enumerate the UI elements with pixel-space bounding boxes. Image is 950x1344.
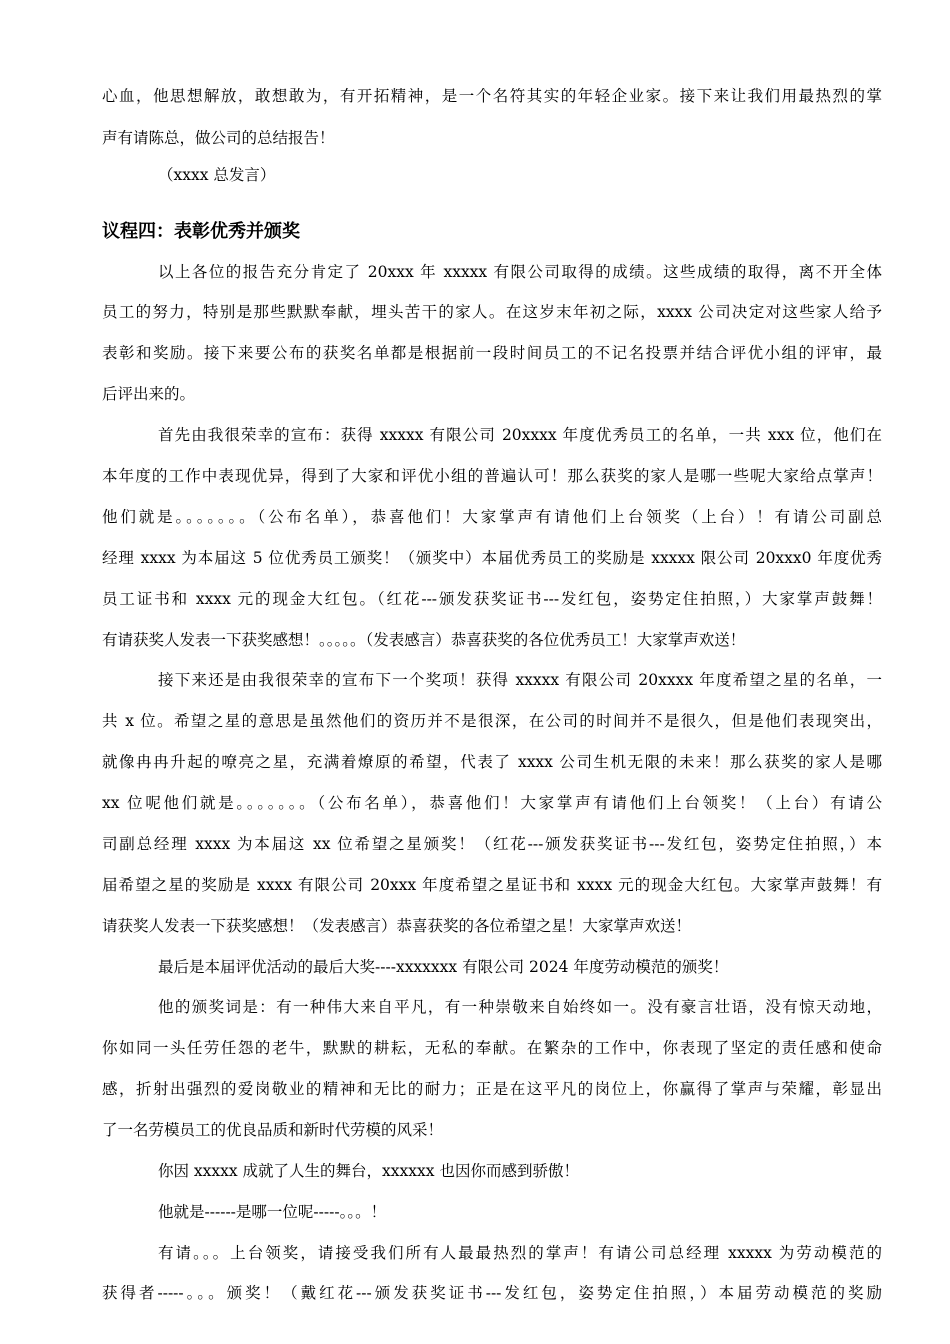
paragraph-line: 员工证书和 xxxx 元的现金大红包。（红花---颁发获奖证书---发红包，姿势定住拍照，）大家掌声鼓舞！ bbox=[102, 590, 882, 608]
paragraph-line: 就像冉冉升起的嘹亮之星，充满着燎原的希望，代表了 xxxx 公司生机无限的未来！那么获奖的家人是哪 bbox=[102, 753, 882, 771]
paragraph-line: 本年度的工作中表现优异，得到了大家和评优小组的普遍认可！那么获奖的家人是哪一些呢大家给点掌声！ bbox=[102, 467, 882, 485]
paragraph-line: 员工的努力，特别是那些默默奉献，埋头苦干的家人。在这岁末年初之际，xxxx 公司决定对这些家人给予 bbox=[102, 303, 882, 321]
paragraph-line: 了一名劳模员工的优良品质和新时代劳模的风采！ bbox=[102, 1121, 444, 1139]
paragraph-line: 获得者-----。。。颁奖！（戴红花---颁发获奖证书---发红包，姿势定住拍照，）本届劳动模范的奖励 bbox=[102, 1284, 882, 1302]
paragraph-line: 有请获奖人发表一下获奖感想！。。。。。（发表感言）恭喜获奖的各位优秀员工！大家掌声欢送！ bbox=[102, 631, 746, 649]
paragraph-line: 经理 xxxx 为本届这 5 位优秀员工颁奖！（颁奖中）本届优秀员工的奖励是 xxxxx 限公司 20xxx0 年度优秀 bbox=[102, 549, 882, 567]
paragraph-line: 请获奖人发表一下获奖感想！（发表感言）恭喜获奖的各位希望之星！大家掌声欢送！ bbox=[102, 917, 692, 935]
paragraph-line: 司副总经理 xxxx 为本届这 xx 位希望之星颁奖！（红花---颁发获奖证书---发红包，姿势定住拍照，）本 bbox=[102, 835, 882, 853]
paragraph-line: 有请。。。上台领奖，请接受我们所有人最最热烈的掌声！有请公司总经理 xxxxx 为劳动模范的 bbox=[158, 1244, 882, 1262]
speech-note: （xxxx 总发言） bbox=[158, 166, 276, 184]
paragraph-line: 声有请陈总，做公司的总结报告！ bbox=[102, 129, 335, 147]
paragraph-line: 他就是------是哪一位呢-----。。。！ bbox=[158, 1203, 387, 1221]
paragraph-line: 届希望之星的奖励是 xxxx 有限公司 20xxx 年度希望之星证书和 xxxx 元的现金大红包。大家掌声鼓舞！有 bbox=[102, 876, 882, 894]
paragraph-line: 你因 xxxxx 成就了人生的舞台，xxxxxx 也因你而感到骄傲！ bbox=[158, 1162, 579, 1180]
paragraph-line: xx 位呢他们就是。。。。。。。（公布名单），恭喜他们！大家掌声有请他们上台领奖！（上台）有请公 bbox=[102, 794, 882, 812]
paragraph-line: 接下来还是由我很荣幸的宣布下一个奖项！获得 xxxxx 有限公司 20xxxx 年度希望之星的名单，一 bbox=[158, 671, 882, 689]
paragraph-line: 后评出来的。 bbox=[102, 385, 196, 403]
paragraph-line: 感，折射出强烈的爱岗敬业的精神和无比的耐力；正是在这平凡的岗位上，你赢得了掌声与荣耀，彰显出 bbox=[102, 1080, 882, 1098]
paragraph-line: 你如同一头任劳任怨的老牛，默默的耕耘，无私的奉献。在繁杂的工作中，你表现了坚定的责任感和使命 bbox=[102, 1039, 882, 1057]
paragraph-line: 他们就是。。。。。。。（公布名单），恭喜他们！大家掌声有请他们上台领奖（上台）！有请公司副总 bbox=[102, 508, 882, 526]
section-heading: 议程四：表彰优秀并颁奖 bbox=[102, 221, 300, 242]
paragraph-line: 最后是本届评优活动的最后大奖----xxxxxxx 有限公司 2024 年度劳动模范的颁奖！ bbox=[158, 958, 729, 976]
paragraph-line: 首先由我很荣幸的宣布：获得 xxxxx 有限公司 20xxxx 年度优秀员工的名单，一共 xxx 位，他们在 bbox=[158, 426, 882, 444]
paragraph-line: 以上各位的报告充分肯定了 20xxx 年 xxxxx 有限公司取得的成绩。这些成绩的取得，离不开全体 bbox=[158, 263, 882, 281]
paragraph-line: 心血，他思想解放，敢想敢为，有开拓精神，是一个名符其实的年轻企业家。接下来让我们用最热烈的掌 bbox=[102, 87, 882, 105]
paragraph-line: 表彰和奖励。接下来要公布的获奖名单都是根据前一段时间员工的不记名投票并结合评优小组的评审，最 bbox=[102, 344, 882, 362]
paragraph-line: 他的颁奖词是：有一种伟大来自平凡，有一种崇敬来自始终如一。没有豪言壮语，没有惊天动地， bbox=[158, 998, 882, 1016]
paragraph-line: 共 x 位。希望之星的意思是虽然他们的资历并不是很深，在公司的时间并不是很久，但是他们表现突出， bbox=[102, 712, 882, 730]
